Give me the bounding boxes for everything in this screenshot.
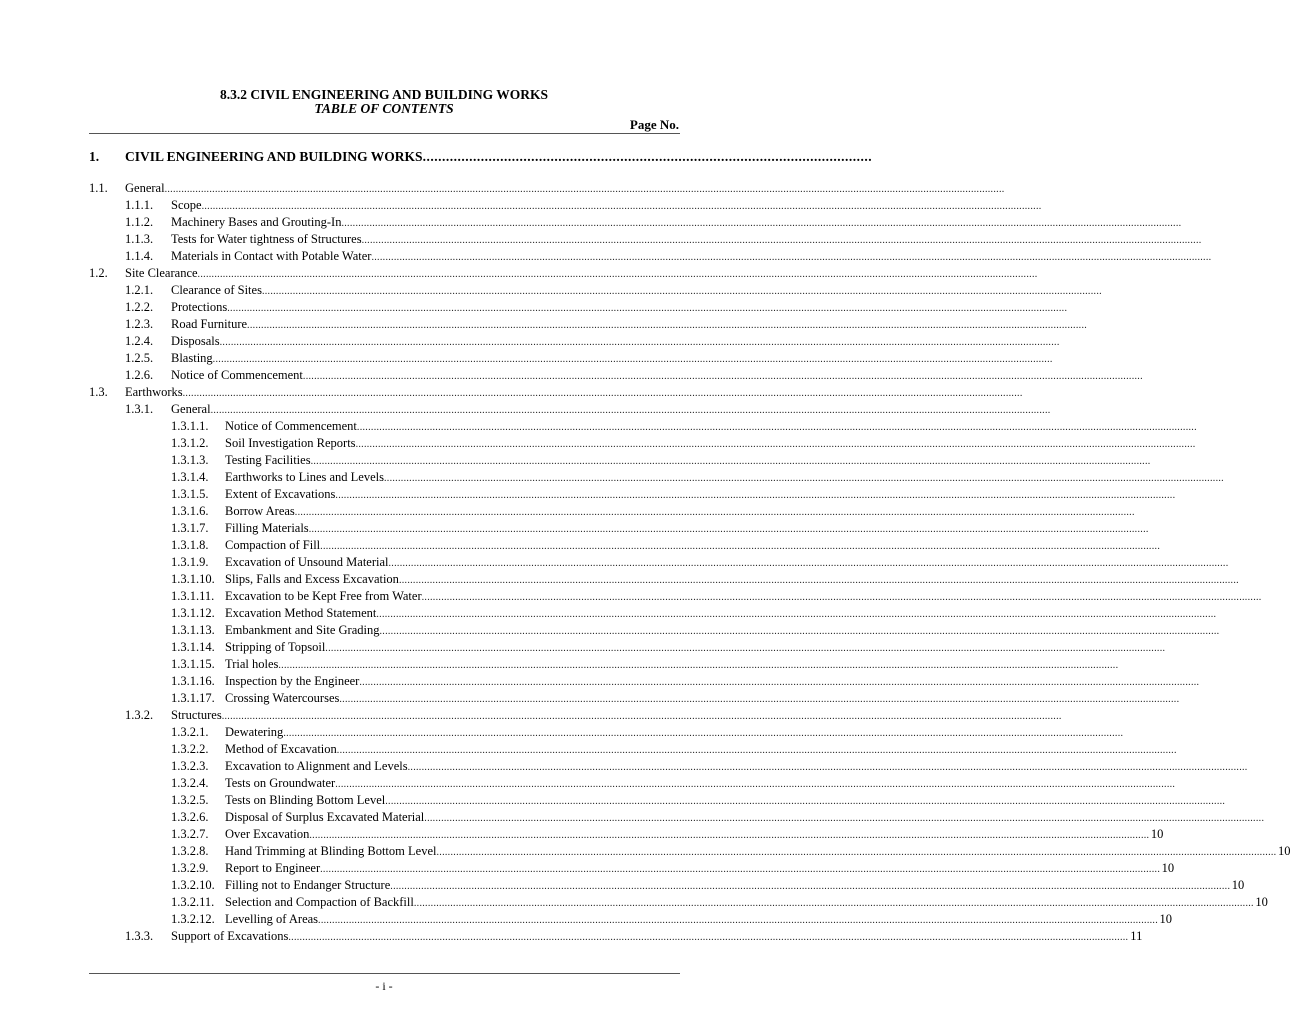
toc-leader-dots: ............................................................................................................................................................................................................................................................................................................ — [320, 541, 1161, 552]
toc-entry[interactable] — [89, 265, 1038, 282]
toc-entry-title: Tests on Blinding Bottom Level — [225, 793, 386, 807]
toc-entry-title: Dewatering — [225, 725, 284, 739]
toc-entry-number: 1.3.1.13. — [171, 623, 215, 637]
toc-entry-title: Structures — [171, 708, 222, 722]
toc-entry-number: 1.2.3. — [125, 317, 154, 331]
toc-entry[interactable] — [89, 639, 1166, 656]
toc-entry[interactable] — [89, 350, 1053, 367]
toc-entry[interactable] — [89, 605, 1217, 622]
toc-entry[interactable] — [89, 758, 1248, 775]
toc-entry-title: Notice of Commencement — [225, 419, 357, 433]
toc-entry[interactable] — [89, 469, 1224, 486]
toc-entry-number: 1.3.2.3. — [171, 759, 209, 773]
toc-entry-number: 1.3.2.9. — [171, 861, 209, 875]
toc-entry-title: Over Excavation — [225, 827, 310, 841]
toc-entry-number: 1.1.1. — [125, 198, 154, 212]
toc-entry[interactable] — [89, 384, 1023, 401]
toc-main-text: CIVIL ENGINEERING AND BUILDING WORKS — [125, 149, 423, 164]
toc-entry-title: Tests on Groundwater — [225, 776, 336, 790]
toc-leader-dots: ............................................................................................................................................................................................................................................................................................................ — [398, 575, 1239, 586]
toc-entry-title: Compaction of Fill — [225, 538, 321, 552]
toc-entry-page: 10 — [1150, 827, 1164, 841]
toc-leader-dots: ............................................................................................................................................................................................................................................................................................................ — [310, 456, 1151, 467]
toc-entry[interactable] — [89, 214, 1182, 231]
toc-leader-dots: .................................................................................................................... — [422, 149, 873, 164]
toc-entry[interactable] — [89, 435, 1196, 452]
toc-entry-title: Trial holes — [225, 657, 279, 671]
toc-entry-number: 1.3.1.17. — [171, 691, 215, 705]
toc-leader-dots: ............................................................................................................................................................................................................................................................................................................ — [413, 898, 1254, 909]
toc-entry-title: Excavation Method Statement — [225, 606, 377, 620]
toc-entry[interactable] — [89, 503, 1135, 520]
toc-leader-dots: ............................................................................................................................................................................................................................................................................................................ — [388, 558, 1229, 569]
toc-entry[interactable] — [89, 316, 1088, 333]
toc-entry-number: 1.3.1.12. — [171, 606, 215, 620]
toc-entry-number: 1.2.1. — [125, 283, 154, 297]
toc-leader-dots: ............................................................................................................................................................................................................................................................................................................ — [288, 932, 1129, 943]
toc-entry-number: 1.3.2. — [125, 708, 154, 722]
toc-entry-number: 1.3.1.15. — [171, 657, 215, 671]
toc-entry-number: 1.3.2.2. — [171, 742, 209, 756]
toc-leader-dots: ............................................................................................................................................................................................................................................................................................................ — [302, 371, 1143, 382]
toc-leader-dots: ............................................................................................................................................................................................................................................................................................................ — [325, 643, 1166, 654]
toc-entry[interactable] — [89, 571, 1239, 588]
toc-leader-dots: ............................................................................................................................................................................................................................................................................................................ — [294, 507, 1135, 518]
toc-entry-number: 1.3.2.1. — [171, 725, 209, 739]
toc-entry-number: 1.3.2.6. — [171, 810, 209, 824]
toc-leader-dots: ............................................................................................................................................................................................................................................................................................................ — [359, 677, 1200, 688]
toc-entry-number: 1.3.2.4. — [171, 776, 209, 790]
toc-entry-number: 1.3.1.10. — [171, 572, 215, 586]
toc-leader-dots: ............................................................................................................................................................................................................................................................................................................ — [283, 728, 1124, 739]
toc-leader-dots: ............................................................................................................................................................................................................................................................................................................ — [320, 864, 1161, 875]
toc-entry-number: 1.3.1.7. — [171, 521, 209, 535]
toc-entry-number: 1.3.2.5. — [171, 793, 209, 807]
toc-leader-dots: ............................................................................................................................................................................................................................................................................................................ — [385, 796, 1226, 807]
toc-entry[interactable] — [89, 792, 1226, 809]
toc-entry-title: Notice of Commencement — [171, 368, 303, 382]
toc-entry-number: 1.3.1.4. — [171, 470, 209, 484]
toc-entry[interactable] — [89, 401, 1051, 418]
toc-entry-number: 1.3.2.7. — [171, 827, 209, 841]
toc-entry[interactable] — [89, 928, 1143, 945]
toc-entry[interactable] — [89, 333, 1060, 350]
toc-entry[interactable] — [89, 809, 1265, 826]
toc-leader-dots: ............................................................................................................................................................................................................................................................................................................ — [341, 218, 1182, 229]
toc-entry-number: 1.3.3. — [125, 929, 154, 943]
toc-entry-page: 11 — [1130, 929, 1143, 943]
toc-entry[interactable] — [89, 537, 1161, 554]
toc-entry-title: Slips, Falls and Excess Excavation — [225, 572, 399, 586]
toc-entry-number: 1.3.2.10. — [171, 878, 215, 892]
toc-entry-number: 1.3.1.1. — [171, 419, 209, 433]
toc-leader-dots: ............................................................................................................................................................................................................................................................................................................ — [219, 337, 1060, 348]
toc-entry-title: Clearance of Sites — [171, 283, 262, 297]
toc-leader-dots: ............................................................................................................................................................................................................................................................................................................ — [212, 354, 1053, 365]
toc-entry-number: 1.2.6. — [125, 368, 154, 382]
toc-leader-dots: ............................................................................................................................................................................................................................................................................................................ — [247, 320, 1088, 331]
toc-entry[interactable] — [89, 520, 1149, 537]
toc-entry-page: 10 — [1159, 912, 1173, 926]
toc-entry-number: 1.3.1.5. — [171, 487, 209, 501]
toc-entry-title: General — [125, 181, 165, 195]
toc-entry-title: Disposal of Surplus Excavated Material — [225, 810, 425, 824]
page-no-column-label: Page No. — [629, 117, 679, 132]
toc-leader-dots: ............................................................................................................................................................................................................................................................................................................ — [379, 626, 1220, 637]
toc-leader-dots: ............................................................................................................................................................................................................................................................................................................ — [356, 422, 1197, 433]
toc-leader-dots: ............................................................................................................................................................................................................................................................................................................ — [383, 473, 1224, 484]
toc-leader-dots: ............................................................................................................................................................................................................................................................................................................ — [361, 235, 1202, 246]
toc-entry-title: Tests for Water tightness of Structures — [171, 232, 362, 246]
toc-entry-number: 1.2.5. — [125, 351, 154, 365]
toc-entry[interactable] — [89, 826, 1164, 843]
toc-entry-title: Filling not to Endanger Structure — [225, 878, 391, 892]
toc-entry-number: 1.3.2.11. — [171, 895, 215, 909]
header-divider — [89, 133, 680, 134]
toc-entry-title: Site Clearance — [125, 266, 198, 280]
toc-entry-number: 1.3.1.6. — [171, 504, 209, 518]
toc-leader-dots: ............................................................................................................................................................................................................................................................................................................ — [201, 201, 1042, 212]
toc-leader-dots: ............................................................................................................................................................................................................................................................................................................ — [309, 830, 1150, 841]
toc-entry[interactable] — [89, 741, 1177, 758]
toc-leader-dots: ............................................................................................................................................................................................................................................................................................................ — [390, 881, 1231, 892]
toc-leader-dots: ............................................................................................................................................................................................................................................................................................................ — [339, 694, 1180, 705]
toc-entry-title: General — [171, 402, 211, 416]
toc-entry-number: 1.2.4. — [125, 334, 154, 348]
toc-entry-number: 1.1.3. — [125, 232, 154, 246]
toc-leader-dots: ............................................................................................................................................................................................................................................................................................................ — [355, 439, 1196, 450]
toc-entry-number: 1.1. — [89, 181, 108, 195]
toc-entry-number: 1.1.2. — [125, 215, 154, 229]
toc-entry[interactable] — [89, 843, 1290, 860]
toc-entry-title: Hand Trimming at Blinding Bottom Level — [225, 844, 437, 858]
toc-main-entry[interactable] — [89, 149, 873, 167]
toc-leader-dots: ............................................................................................................................................................................................................................................................................................................ — [278, 660, 1119, 671]
toc-leader-dots: ............................................................................................................................................................................................................................................................................................................ — [318, 915, 1159, 926]
toc-leader-dots: ............................................................................................................................................................................................................................................................................................................ — [221, 711, 1062, 722]
toc-entry[interactable] — [89, 622, 1220, 639]
toc-entry-number: 1.3.1.2. — [171, 436, 209, 450]
toc-entry-title: Report to Engineer — [225, 861, 321, 875]
toc-entry-title: Disposals — [171, 334, 220, 348]
toc-entry[interactable] — [89, 588, 1262, 605]
toc-entry[interactable] — [89, 180, 1005, 197]
toc-entry[interactable] — [89, 707, 1062, 724]
toc-entry-number: 1.3.1.8. — [171, 538, 209, 552]
toc-leader-dots: ............................................................................................................................................................................................................................................................................................................ — [436, 847, 1277, 858]
toc-entry-title: Support of Excavations — [171, 929, 289, 943]
toc-entry-title: Machinery Bases and Grouting-In — [171, 215, 342, 229]
toc-leader-dots: ............................................................................................................................................................................................................................................................................................................ — [210, 405, 1051, 416]
toc-entry-title: Method of Excavation — [225, 742, 337, 756]
toc-leader-dots: ............................................................................................................................................................................................................................................................................................................ — [308, 524, 1149, 535]
toc-entry-page: 10 — [1231, 878, 1245, 892]
toc-entry[interactable] — [89, 877, 1245, 894]
toc-entry[interactable] — [89, 231, 1202, 248]
toc-leader-dots: ............................................................................................................................................................................................................................................................................................................ — [182, 388, 1023, 399]
toc-entry-title: Road Furniture — [171, 317, 248, 331]
document-title: 8.3.2 CIVIL ENGINEERING AND BUILDING WORKS — [220, 87, 548, 102]
toc-entry[interactable] — [89, 299, 1068, 316]
toc-entry[interactable] — [89, 724, 1124, 741]
toc-entry[interactable] — [89, 554, 1229, 571]
toc-entry-page: 10 — [1255, 895, 1268, 909]
toc-entry[interactable] — [89, 418, 1197, 435]
toc-entry-title: Excavation of Unsound Material — [225, 555, 389, 569]
toc-main-number: 1. — [89, 149, 100, 164]
toc-leader-dots: ............................................................................................................................................................................................................................................................................................................ — [421, 592, 1262, 603]
toc-entry-title: Inspection by the Engineer — [225, 674, 360, 688]
toc-entry[interactable] — [89, 282, 1102, 299]
toc-leader-dots: ............................................................................................................................................................................................................................................................................................................ — [227, 303, 1068, 314]
toc-entry[interactable] — [89, 673, 1200, 690]
toc-entry-number: 1.2. — [89, 266, 108, 280]
toc-leader-dots: ............................................................................................................................................................................................................................................................................................................ — [335, 779, 1176, 790]
toc-entry[interactable] — [89, 894, 1268, 911]
toc-entry-page: 10 — [1277, 844, 1290, 858]
toc-list — [89, 180, 1290, 945]
toc-entry-title: Earthworks to Lines and Levels — [225, 470, 384, 484]
toc-entry-title: Stripping of Topsoil — [225, 640, 326, 654]
toc-entry-number: 1.3.2.8. — [171, 844, 209, 858]
toc-entry-title: Levelling of Areas — [225, 912, 319, 926]
toc-entry-title: Excavation to Alignment and Levels — [225, 759, 408, 773]
toc-entry-title: Crossing Watercourses — [225, 691, 340, 705]
toc-leader-dots: ............................................................................................................................................................................................................................................................................................................ — [424, 813, 1265, 824]
toc-entry-number: 1.1.4. — [125, 249, 154, 263]
toc-entry-number: 1.3.2.12. — [171, 912, 215, 926]
page-number-footer: - i - — [375, 979, 393, 993]
toc-entry-number: 1.3. — [89, 385, 108, 399]
toc-entry[interactable] — [89, 911, 1173, 928]
toc-entry-title: Excavation to be Kept Free from Water — [225, 589, 422, 603]
toc-entry[interactable] — [89, 452, 1151, 469]
toc-entry-number: 1.3.1.9. — [171, 555, 209, 569]
toc-entry[interactable] — [89, 248, 1212, 265]
footer-divider — [89, 973, 680, 974]
toc-entry[interactable] — [89, 690, 1180, 707]
toc-entry-title: Selection and Compaction of Backfill — [225, 895, 414, 909]
toc-entry-number: 1.2.2. — [125, 300, 154, 314]
toc-entry-title: Filling Materials — [225, 521, 309, 535]
toc-leader-dots: ............................................................................................................................................................................................................................................................................................................ — [371, 252, 1212, 263]
toc-entry-title: Earthworks — [125, 385, 183, 399]
toc-leader-dots: ............................................................................................................................................................................................................................................................................................................ — [335, 490, 1176, 501]
toc-entry-number: 1.3.1.14. — [171, 640, 215, 654]
toc-entry[interactable] — [89, 775, 1176, 792]
toc-leader-dots: ............................................................................................................................................................................................................................................................................................................ — [261, 286, 1102, 297]
toc-entry[interactable] — [89, 486, 1176, 503]
toc-entry-title: Testing Facilities — [225, 453, 311, 467]
toc-leader-dots: ............................................................................................................................................................................................................................................................................................................ — [336, 745, 1177, 756]
toc-leader-dots: ............................................................................................................................................................................................................................................................................................................ — [376, 609, 1217, 620]
toc-entry-title: Soil Investigation Reports — [225, 436, 356, 450]
toc-entry-title: Extent of Excavations — [225, 487, 336, 501]
toc-entry-number: 1.3.1.11. — [171, 589, 215, 603]
document-subtitle: TABLE OF CONTENTS — [314, 101, 454, 116]
toc-entry-title: Protections — [171, 300, 228, 314]
toc-leader-dots: ............................................................................................................................................................................................................................................................................................................ — [197, 269, 1038, 280]
toc-entry-title: Materials in Contact with Potable Water — [171, 249, 372, 263]
toc-entry[interactable] — [89, 860, 1175, 877]
toc-entry-title: Embankment and Site Grading — [225, 623, 380, 637]
toc-entry[interactable] — [89, 656, 1119, 673]
toc-entry-title: Scope — [171, 198, 202, 212]
toc-leader-dots: ............................................................................................................................................................................................................................................................................................................ — [164, 184, 1005, 195]
toc-entry-title: Blasting — [171, 351, 213, 365]
toc-entry-title: Borrow Areas — [225, 504, 295, 518]
toc-entry-number: 1.3.1.16. — [171, 674, 215, 688]
toc-entry-page: 10 — [1161, 861, 1175, 875]
toc-entry[interactable] — [89, 367, 1143, 384]
toc-leader-dots: ............................................................................................................................................................................................................................................................................................................ — [407, 762, 1248, 773]
toc-entry-number: 1.3.1. — [125, 402, 154, 416]
toc-entry[interactable] — [89, 197, 1042, 214]
toc-entry-number: 1.3.1.3. — [171, 453, 209, 467]
